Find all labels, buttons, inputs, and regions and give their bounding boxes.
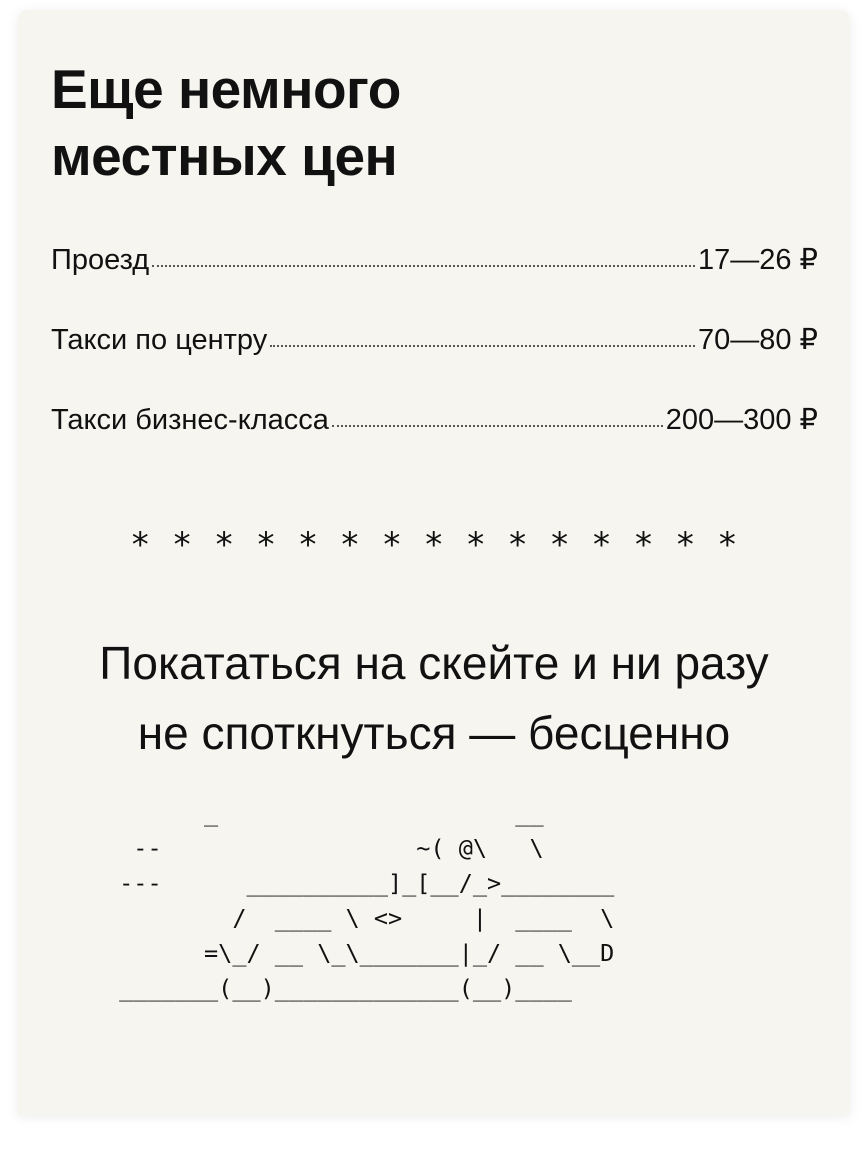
slogan <box>18 628 850 768</box>
price-label: Проезд <box>51 244 150 276</box>
price-label: Такси бизнес-класса <box>51 404 329 436</box>
price-row <box>51 322 818 402</box>
dotted-leader <box>152 264 695 267</box>
price-value: 17—26 ₽ <box>697 244 818 276</box>
title-line-2: местных цен <box>51 125 398 187</box>
price-label: Такси по центру <box>51 324 268 356</box>
price-value: 200—300 ₽ <box>665 404 818 436</box>
price-row <box>51 242 818 322</box>
receipt-torn-edge <box>18 1105 850 1119</box>
receipt-card <box>18 10 850 1115</box>
slogan-line-2: не споткнуться — бесценно <box>137 707 731 759</box>
title-line-1: Еще немного <box>51 58 401 120</box>
price-list <box>51 242 818 482</box>
dotted-leader <box>270 344 695 347</box>
ascii-car-art: _ __ -- ~( @\ \ --- __________]_[__/_>________ / ____ \ <> | ____ \ =\_/ __ \_\_______|_/ __ \__D _______(__)_____________(__)____ <box>119 799 615 1002</box>
price-row <box>51 402 818 482</box>
star-divider: * * * * * * * * * * * * * * * <box>129 525 739 565</box>
page-title <box>51 56 401 190</box>
dotted-leader <box>332 424 663 427</box>
slogan-line-1: Покататься на скейте и ни разу <box>99 637 769 689</box>
price-value: 70—80 ₽ <box>697 324 818 356</box>
